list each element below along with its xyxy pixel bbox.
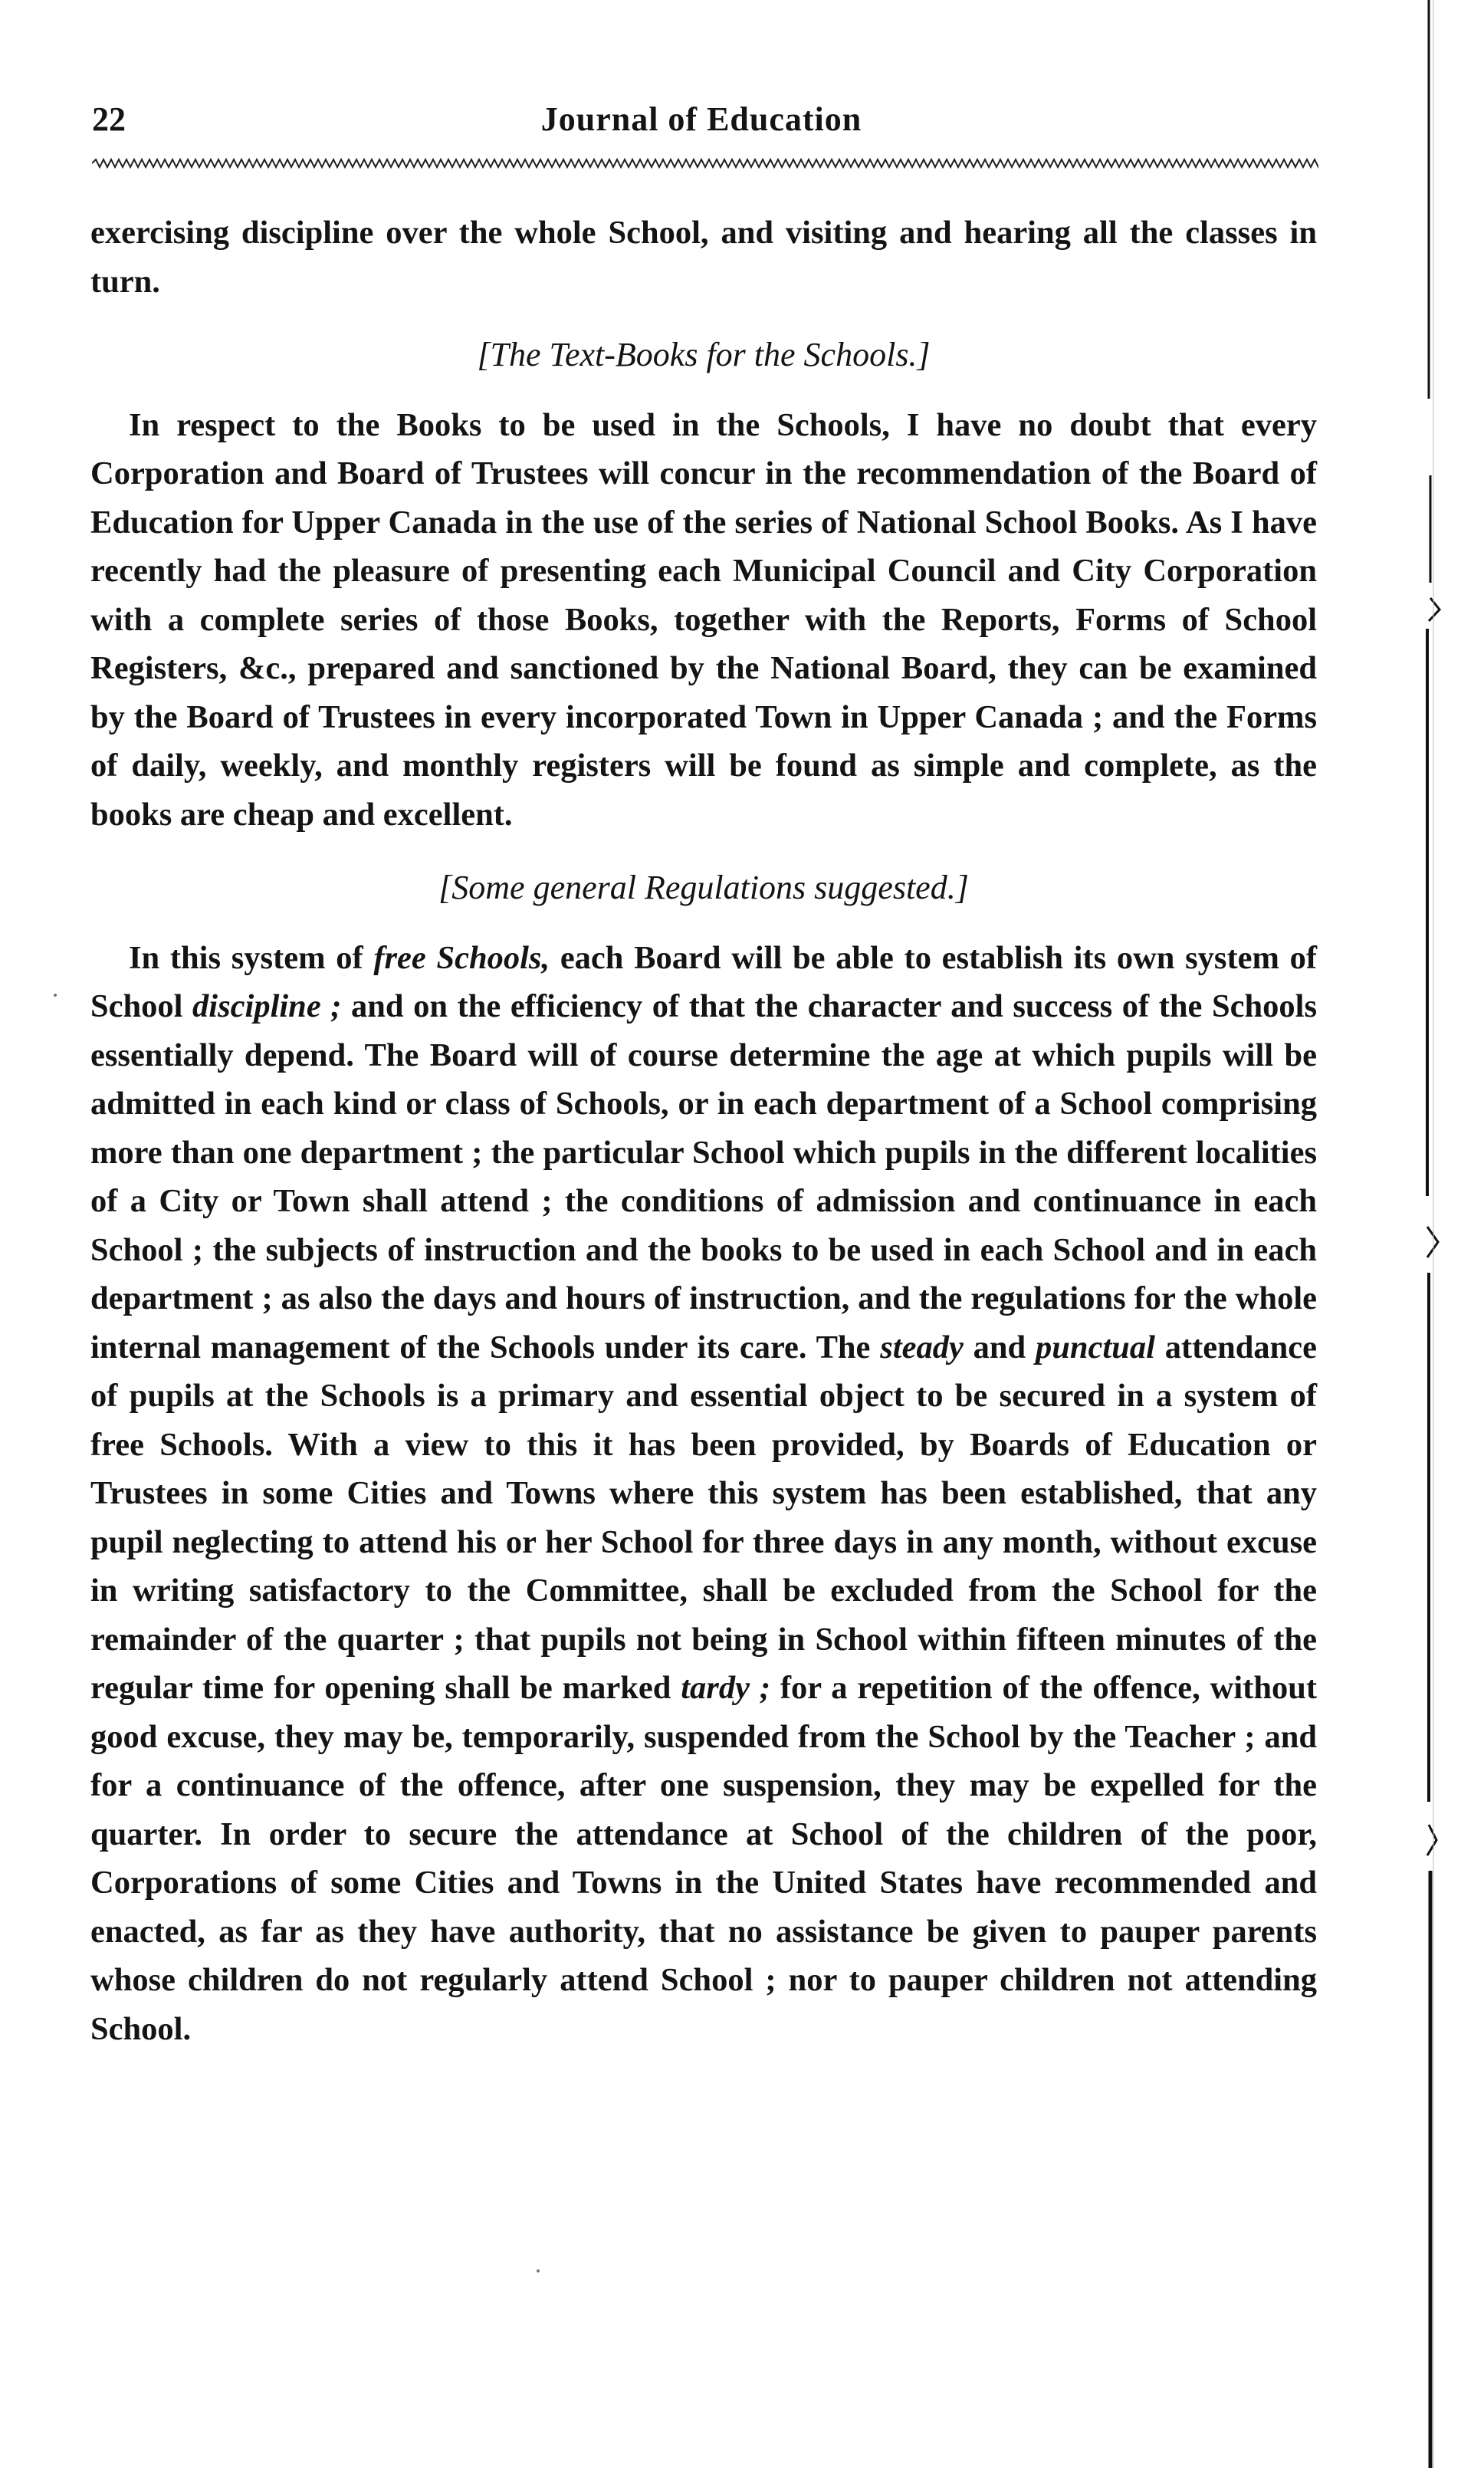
running-title: Journal of Education <box>540 100 862 138</box>
paragraph-text-books: In respect to the Books to be used in the Schools, I have no doubt that every Corporation and Board of Trustees will concur in the recommendation of the Board of Education for Upper Canada in the use of the series of National School Books. As I have recently had the pleasure of presenting each Municipal Council and City Corporation with a complete series of those Books, together with the Reports, Forms of School Registers, &c., prepared and sanctioned by the National Board, they can be examined by the Board of Trustees in every incorporated Town in Upper Canada ; and the Forms of daily, weekly, and monthly registers will be found as simple and complete, as the books are cheap and excellent. <box>90 406 1317 833</box>
page-header <box>92 100 1311 146</box>
italic-term-steady: steady <box>880 1329 964 1365</box>
wavy-rule-divider <box>92 158 1318 169</box>
paragraph-continued: exercising discipline over the whole School, and visiting and hearing all the classes in turn. <box>90 215 1317 300</box>
page-number: 22 <box>92 100 126 138</box>
text-run: attendance of pupils at the Schools is a primary and essential object to be secured in a system of free Schools. With a view to this it has been provided, by Boards of Education or Trustees in some Cities and Towns where this system has been established, that any pupil neglecting to attend his or her School for three days in any month, without excuse in writing satisfactory to the Committee, shall be excluded from the School for the remainder of the quarter ; that pupils not being in School within fifteen minutes of the regular time for opening shall be marked <box>90 1329 1317 1706</box>
text-run: and on the efficiency of that the character and success of the Schools essentially depend. The Board will of course determine the age at which pupils will be admitted in each kind or class of Schools, or in each department of a School comprising more than one department ; the particular School which pupils in the different localities of a City or Town shall attend ; the conditions of admission and continuance in each School ; the subjects of instruction and the books to be used in each School and in each department ; as also the days and hours of instruction, and the regulations for the whole internal management of the Schools under its care. The <box>90 988 1317 1365</box>
print-speck <box>537 2269 540 2272</box>
section-heading-text: [The Text-Books for the Schools.] <box>477 336 931 373</box>
section-heading-text: [Some general Regulations suggested.] <box>438 869 969 906</box>
section-heading-text-books <box>90 330 1317 380</box>
text-run: In this system of <box>129 939 374 976</box>
section-heading-regulations <box>90 863 1317 912</box>
italic-term-discipline: discipline ; <box>192 988 342 1024</box>
italic-term-tardy: tardy ; <box>681 1670 770 1706</box>
article-body <box>90 209 1317 2053</box>
italic-term-free-schools: free Schools, <box>373 939 550 976</box>
paragraph-regulations <box>90 934 1317 2054</box>
text-run: and <box>963 1329 1036 1365</box>
text-run: each Board will be able to establish its own system of School <box>90 939 1317 1024</box>
text-run: for a repetition of the offence, without good excuse, they may be, temporarily, suspended from the School by the Teacher ; and for a continuance of the offence, after one suspension, they may be expelled for the quarter. In order to secure the attendance at School of the children of the poor, Corporations of some Cities and Towns in the United States have recommended and enacted, as far as they have authority, that no assistance be given to pauper parents whose children do not regularly attend School ; nor to pauper children not attending School. <box>90 1670 1318 2047</box>
print-speck <box>54 994 57 997</box>
page-binding-edge <box>1423 0 1484 2468</box>
italic-term-punctual: punctual <box>1035 1329 1155 1365</box>
